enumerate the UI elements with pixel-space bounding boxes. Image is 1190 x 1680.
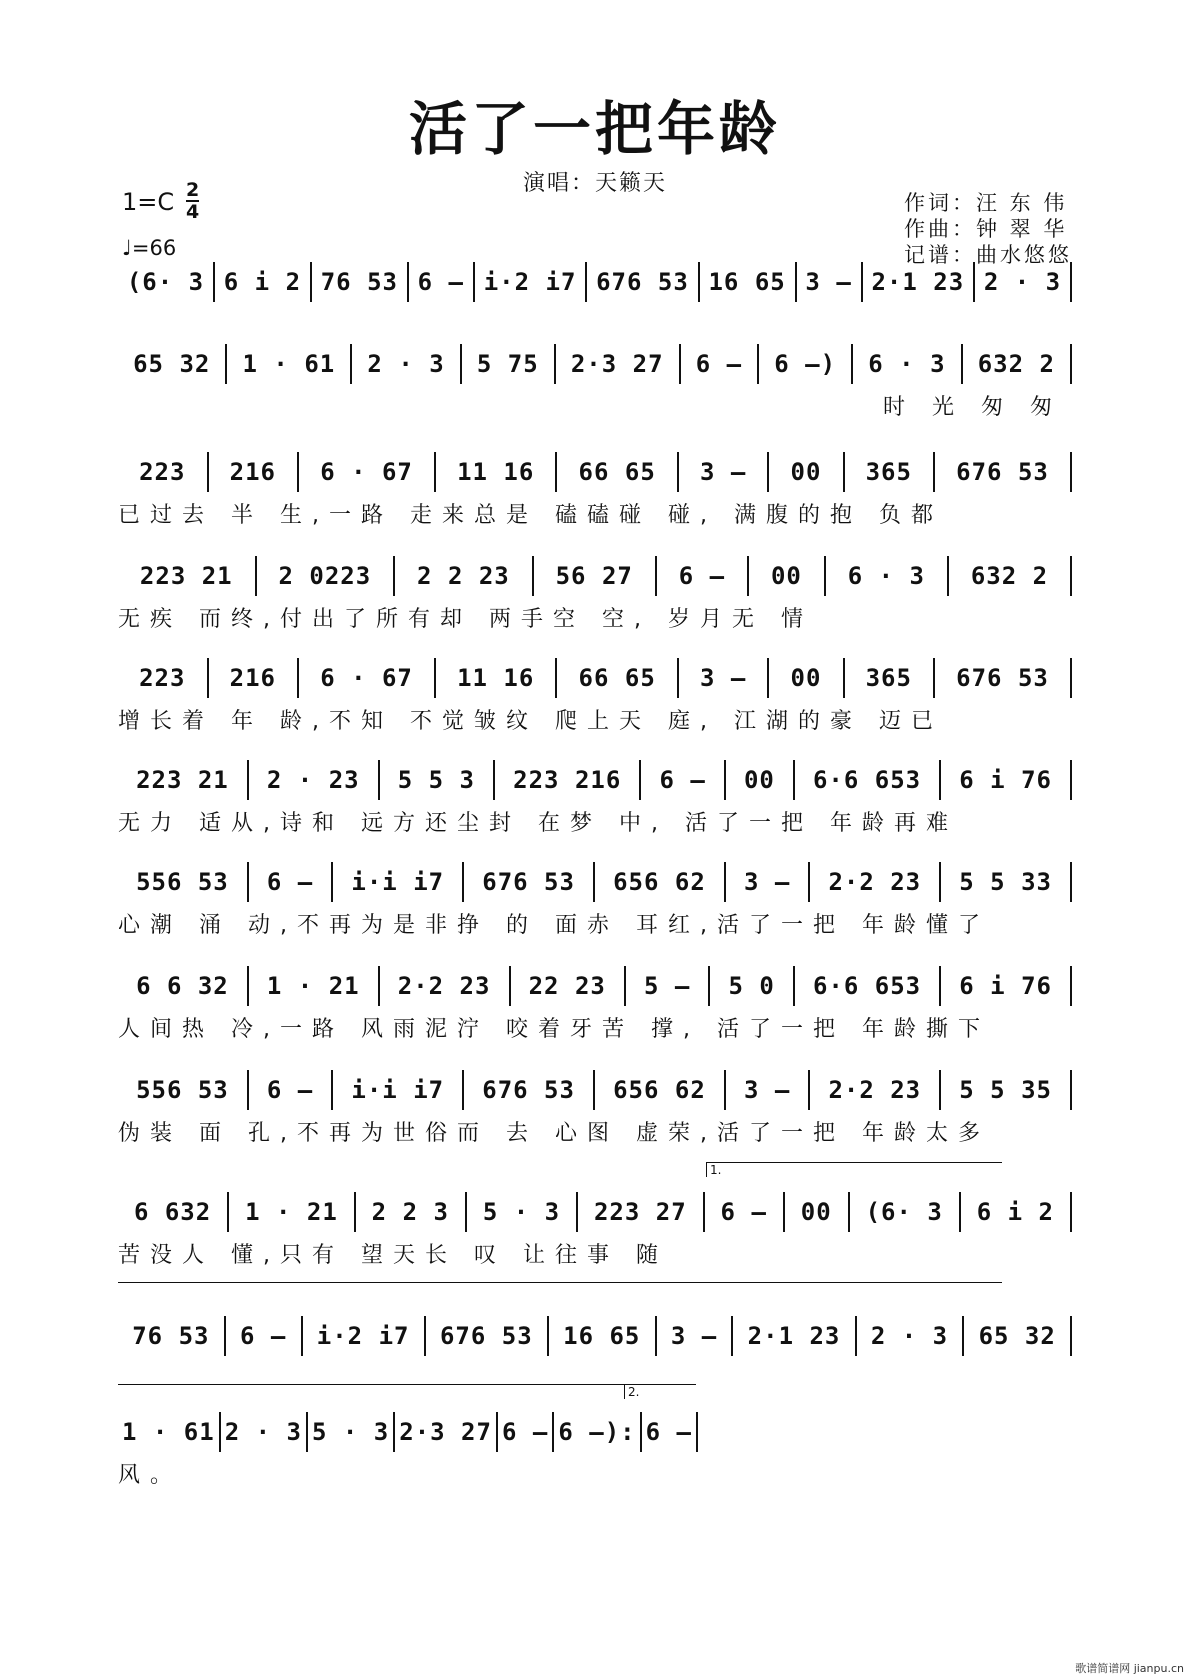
measure: 3 – [726, 1070, 811, 1110]
measure: 2·3 27 [556, 344, 681, 384]
lyrics-line: 风。 [118, 1463, 183, 1488]
notation-line [118, 344, 1072, 384]
measure: 6 6 32 [118, 966, 249, 1006]
time-denominator: 4 [186, 201, 200, 223]
measure: 00 [749, 556, 826, 596]
measure: (6· 3 [850, 1192, 961, 1232]
lyricist-credit: 作词：汪 东 伟 [904, 191, 1068, 215]
measure: 6 – [705, 1192, 785, 1232]
measure: 1 · 61 [118, 1412, 221, 1452]
measure: 656 62 [595, 862, 726, 902]
measure: 676 53 [464, 1070, 595, 1110]
measure: 2 · 23 [249, 760, 380, 800]
notation-line [118, 1412, 698, 1452]
notation-line [118, 966, 1072, 1006]
measure: 656 62 [595, 1070, 726, 1110]
measure: 11 16 [436, 658, 557, 698]
measure: 5 5 3 [380, 760, 495, 800]
measure: 00 [785, 1192, 850, 1232]
transcriber-credit: 记谱：曲水悠悠 [904, 243, 1072, 267]
notation-line [118, 1316, 1072, 1356]
measure: 5 · 3 [308, 1412, 395, 1452]
measure: 76 53 [312, 262, 409, 302]
lyrics-line: 人间热 冷,一路 风雨泥泞 咬着牙苦 撑, 活了一把 年龄撕下 [118, 1017, 990, 1042]
notation-line [118, 1070, 1072, 1110]
measure: 1 · 61 [227, 344, 352, 384]
lyrics-line: 心潮 涌 动,不再为是非挣 的 面赤 耳红,活了一把 年龄懂了 [118, 913, 990, 938]
notation-line [118, 1192, 1072, 1232]
measure: 5 · 3 [467, 1192, 578, 1232]
measure: 2·3 27 [395, 1412, 498, 1452]
measure: 2 · 3 [857, 1316, 965, 1356]
measure: 6 · 67 [299, 658, 436, 698]
measure: 6 –) [759, 344, 853, 384]
measure: 6·6 653 [795, 760, 941, 800]
measure: 6 – [249, 1070, 334, 1110]
lyrics-line: 已过去 半 生,一路 走来总是 磕磕碰 碰, 满腹的抱 负都 [118, 503, 943, 528]
measure: i·2 i7 [303, 1316, 426, 1356]
measure: 16 65 [549, 1316, 657, 1356]
measure: 223 [118, 452, 209, 492]
measure: i·i i7 [333, 1070, 464, 1110]
lyrics-line: 无疾 而终,付出了所有却 两手空 空, 岁月无 情 [118, 607, 813, 632]
measure: 2 2 23 [395, 556, 534, 596]
measure: 22 23 [511, 966, 626, 1006]
ending-bracket-line [118, 1282, 1002, 1283]
lyrics-line: 苦没人 懂,只有 望天长 叹 让往事 随 [118, 1243, 668, 1268]
measure: 6 · 3 [853, 344, 962, 384]
measure: 223 21 [118, 760, 249, 800]
singer-label: 演唱：天籁天 [522, 171, 667, 196]
measure: 6 – [642, 1412, 698, 1452]
measure: 2 0223 [257, 556, 396, 596]
lyrics-line: 无力 适从,诗和 远方还尘封 在梦 中, 活了一把 年龄再难 [118, 811, 958, 836]
measure: 3 – [679, 658, 770, 698]
measure: 2·1 23 [733, 1316, 856, 1356]
time-signature [186, 180, 199, 222]
measure: 2·1 23 [863, 262, 975, 302]
measure: 00 [726, 760, 795, 800]
measure: 2 2 3 [356, 1192, 467, 1232]
measure: (6· 3 [118, 262, 215, 302]
measure: 223 21 [118, 556, 257, 596]
measure: 6 · 67 [299, 452, 436, 492]
lyrics-line: 时 光 匆 匆 [883, 395, 1062, 420]
measure: 66 65 [557, 452, 678, 492]
measure: 676 53 [935, 452, 1072, 492]
measure: 65 32 [118, 344, 227, 384]
measure: 5 5 35 [941, 1070, 1072, 1110]
watermark: 歌谱简谱网 jianpu.cn [1075, 1662, 1184, 1675]
key-signature: 1=C [122, 188, 175, 216]
measure: 66 65 [557, 658, 678, 698]
measure: 1 · 21 [229, 1192, 356, 1232]
measure: 6 i 2 [215, 262, 312, 302]
measure: 6 632 [118, 1192, 229, 1232]
notation-line [118, 760, 1072, 800]
measure: 6 – [409, 262, 475, 302]
measure: 676 53 [935, 658, 1072, 698]
measure: 223 216 [495, 760, 641, 800]
measure: 216 [209, 658, 300, 698]
measure: 223 27 [578, 1192, 705, 1232]
measure: 5 5 33 [941, 862, 1072, 902]
measure: 6 – [226, 1316, 303, 1356]
tempo-marking: ♩=66 [122, 236, 177, 260]
measure: 5 – [626, 966, 711, 1006]
measure: 6 – [249, 862, 334, 902]
measure: i·i i7 [333, 862, 464, 902]
measure: 56 27 [534, 556, 657, 596]
measure: 3 – [679, 452, 770, 492]
measure: 65 32 [964, 1316, 1072, 1356]
measure: 6 i 76 [941, 966, 1072, 1006]
credits [904, 190, 1072, 268]
measure: 3 – [657, 1316, 734, 1356]
measure: 2 · 3 [352, 344, 461, 384]
measure: 2·2 23 [810, 862, 941, 902]
measure: 2·2 23 [810, 1070, 941, 1110]
song-title: 活了一把年龄 [408, 95, 781, 163]
time-numerator: 2 [186, 179, 200, 201]
measure: 3 – [726, 862, 811, 902]
lyrics-line: 增长着 年 龄,不知 不觉皱纹 爬上天 庭, 江湖的豪 迈已 [118, 709, 943, 734]
measure: 6 – [641, 760, 726, 800]
measure: i·2 i7 [475, 262, 587, 302]
measure: 11 16 [436, 452, 557, 492]
measure: 632 2 [949, 556, 1072, 596]
measure: 76 53 [118, 1316, 226, 1356]
measure: 6 – [498, 1412, 554, 1452]
composer-credit: 作曲：钟 翠 华 [904, 217, 1068, 241]
measure: 556 53 [118, 862, 249, 902]
first-ending-bracket: 1. [706, 1162, 1002, 1177]
measure: 5 75 [462, 344, 556, 384]
measure: 6 – [681, 344, 760, 384]
measure: 676 53 [464, 862, 595, 902]
measure: 2 · 3 [975, 262, 1072, 302]
measure: 676 53 [587, 262, 699, 302]
notation-line [118, 556, 1072, 596]
measure: 365 [845, 658, 936, 698]
second-ending-bracket: 2. [624, 1384, 696, 1399]
measure: 5 0 [710, 966, 795, 1006]
measure: 6 –): [554, 1412, 641, 1452]
measure: 16 65 [700, 262, 797, 302]
measure: 2 · 3 [221, 1412, 308, 1452]
measure: 6 – [657, 556, 749, 596]
measure: 676 53 [426, 1316, 549, 1356]
measure: 223 [118, 658, 209, 698]
notation-line [118, 658, 1072, 698]
measure: 1 · 21 [249, 966, 380, 1006]
notation-line [118, 262, 1072, 302]
measure: 632 2 [963, 344, 1072, 384]
measure: 6·6 653 [795, 966, 941, 1006]
ending-bracket-line-2 [118, 1384, 696, 1385]
measure: 6 i 2 [961, 1192, 1072, 1232]
notation-line [118, 862, 1072, 902]
measure: 365 [845, 452, 936, 492]
measure: 00 [769, 658, 844, 698]
measure: 00 [769, 452, 844, 492]
notation-line [118, 452, 1072, 492]
measure: 556 53 [118, 1070, 249, 1110]
measure: 3 – [797, 262, 863, 302]
measure: 6 i 76 [941, 760, 1072, 800]
measure: 2·2 23 [380, 966, 511, 1006]
lyrics-line: 伪装 面 孔,不再为世俗而 去 心图 虚荣,活了一把 年龄太多 [118, 1121, 990, 1146]
measure: 216 [209, 452, 300, 492]
measure: 6 · 3 [826, 556, 949, 596]
